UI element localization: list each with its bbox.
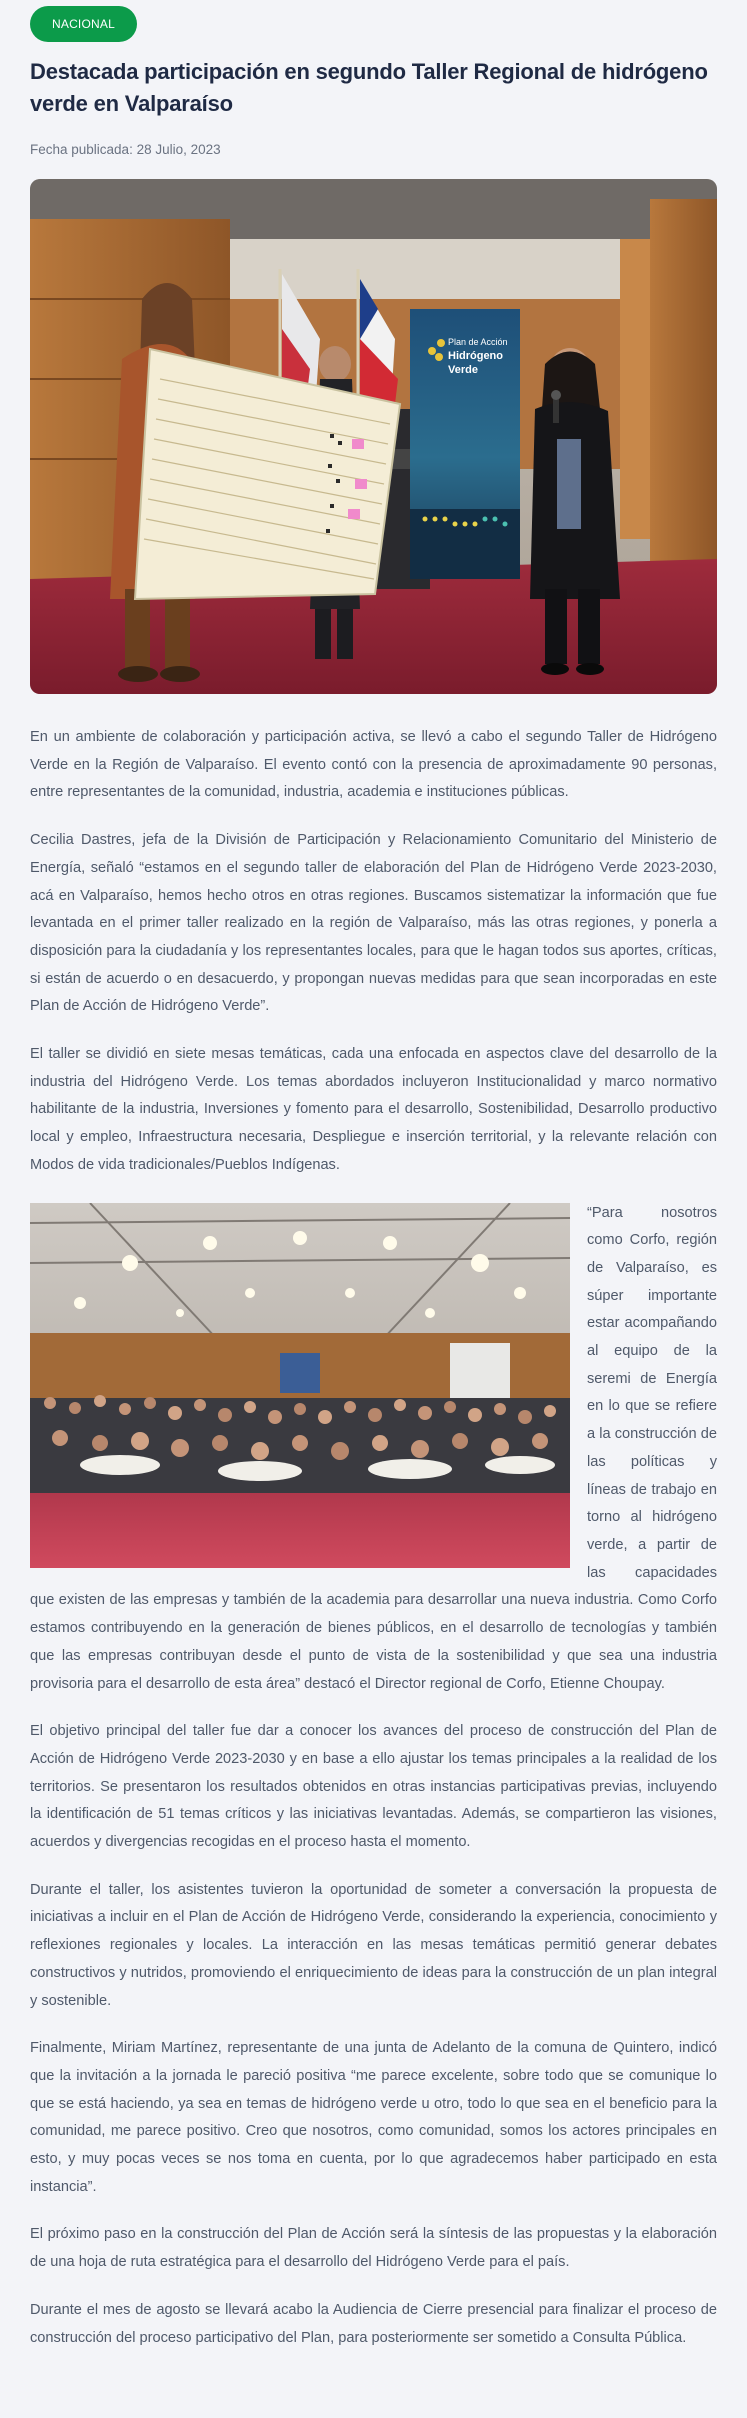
publish-date: Fecha publicada: 28 Julio, 2023 xyxy=(30,142,221,157)
category-badge[interactable]: NACIONAL xyxy=(30,6,137,42)
banner-line-3: Verde xyxy=(448,364,478,376)
paragraph-3: El taller se dividió en siete mesas temáticas, cada una enfocada en aspectos clave del desarrollo de la industria del Hidrógeno Verde. Los temas abordados incluyeron Institucionalidad y marco normativo habilitante de la industria, Inversiones y fomento para el desarrollo, Sostenibilidad, Desarrollo productivo local y empleo, Infraestructura necesaria, Despliegue e inserción territorial, y la relevante relación con Modos de vida tradicionales/Pueblos Indígenas. xyxy=(30,1046,717,1173)
paragraph-6: Durante el taller, los asistentes tuvieron la oportunidad de someter a conversación la propuesta de iniciativas a incluir en el Plan de Acción de Hidrógeno Verde, considerando la experiencia, conocimiento y reflexiones regionales y locales. La interacción en las mesas temáticas permitió generar debates constructivos y nutridos, promoviendo el enriquecimiento de ideas para la construcción de un plan integral y sostenible. xyxy=(30,1881,717,2009)
paragraph-1: En un ambiente de colaboración y participación activa, se llevó a cabo el segundo Taller de Hidrógeno Verde en la Región de Valparaíso. El evento contó con la presencia de aproximadamente 90 personas, entre representantes de la comunidad, industria, academia e instituciones públicas. xyxy=(30,729,717,801)
paragraph-2: Cecilia Dastres, jefa de la División de Participación y Relacionamiento Comunitario del Ministerio de Energía, señaló “estamos en el segundo taller de elaboración del Plan de Hidrógeno Verde 2023-2030, acá en Valparaíso, hemos hecho otros en otras regiones. Buscamos sistematizar la información que fue levantada en el primer taller realizado en la región de Valparaíso, más las otras regiones, y ponerla a disposición para la ciudadanía y los representantes locales, para que le hagan todos sus aportes, críticas, si están de acuerdo o en desacuerdo, y propongan nuevas medidas para que sean incorporadas en este Plan de Acción de Hidrógeno Verde”. xyxy=(30,832,717,1015)
paragraph-5: El objetivo principal del taller fue dar a conocer los avances del proceso de construcción del Plan de Acción de Hidrógeno Verde 2023-2030 y en base a ello ajustar los temas principales a la realidad de los territorios. Se presentaron los resultados obtenidos en otras instancias participativas previas, incluyendo la identificación de 51 temas críticos y las iniciativas levantadas. Además, se compartieron las visiones, acuerdos y divergencias recogidas en el proceso hasta el momento. xyxy=(30,1723,717,1851)
hero-photo xyxy=(30,179,717,694)
paragraph-7: Finalmente, Miriam Martínez, representante de una junta de Adelanto de la comuna de Quintero, indicó que la invitación a la jornada le pareció positiva “me parece excelente, sobre todo que se comunique lo que se está haciendo, ya sea en temas de hidrógeno verde u otro, todo lo que sea en el beneficio para la comunidad, me parece positivo. Creo que nosotros, como comunidad, somos los actores principales en esto, y muy pocas veces se nos toma en cuenta, por lo que agradecemos haber participado en esta instancia”. xyxy=(30,2040,717,2195)
quote-block xyxy=(30,1200,717,1699)
conference-room-photo xyxy=(30,1203,570,1568)
paragraph-4: “Para nosotros como Corfo, región de Valparaíso, es súper importante estar acompañando al equipo de la seremi de Energía en lo que se refiere a la construcción de las políticas y líneas de trabajo en torno al hidrógeno verde, a partir de las capacidades que existen de las empresas y también de la academia para desarrollar una nueva industria. Como Corfo estamos contribuyendo en la generación de bienes públicos, en el desarrollo de tecnologías y también que las empresas contribuyan desde el punto de vista de la sostenibilidad y que sea una industria provisoria para el desarrollo de esta área” destacó el Director regional de Corfo, Etienne Choupay. xyxy=(30,1204,717,1692)
paragraph-8: El próximo paso en la construcción del Plan de Acción será la síntesis de las propuestas y la elaboración de una hoja de ruta estratégica para el desarrollo del Hidrógeno Verde para el país. xyxy=(30,2226,717,2271)
paragraph-9: Durante el mes de agosto se llevará acabo la Audiencia de Cierre presencial para finalizar el proceso de construcción del proceso participativo del Plan, para posteriormente ser sometido a Consulta Pública. xyxy=(30,2301,717,2346)
banner-line-2: Hidrógeno xyxy=(448,350,503,362)
article-title: Destacada participación en segundo Taller Regional de hidrógeno verde en Valparaíso xyxy=(30,59,708,116)
banner-line-1: Plan de Acción xyxy=(448,337,508,347)
